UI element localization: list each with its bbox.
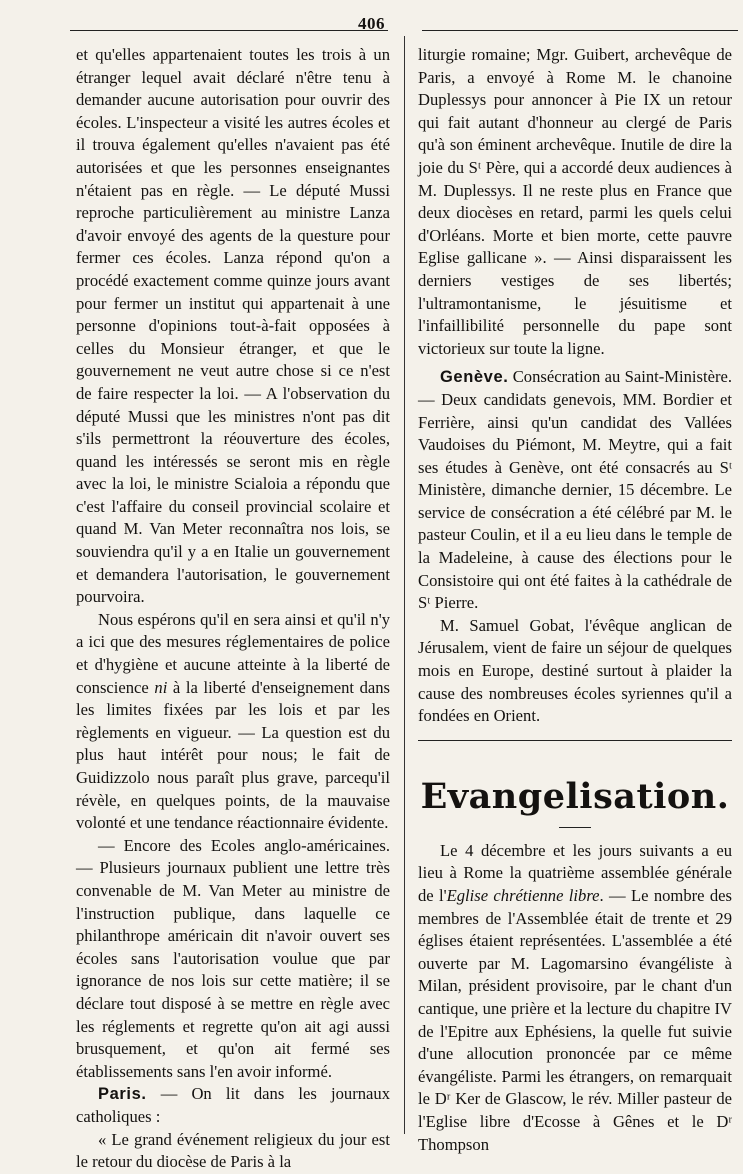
text-run: — On lit dans les journaux catholiques : bbox=[76, 1084, 390, 1126]
paragraph-schools-inspection: et qu'elles appartenaient toutes les trois à un étranger lequel avait déclaré n'être tenu à demander aucune autorisation pour ouvrir des écoles. L'inspecteur a visité les autres écoles et il trouva également qu'elles n'avaient pas été autorisées et que les personnes enseignantes n'étaient pas en règle. — Le député Mussi reproche particulièrement au ministre Lanza d'avoir envoyé des agents de la questure pour fermer ces écoles. Lanza répond qu'on a procédé exactement comme quinze jours avant pour fermer un institut qui appartenait à une personne d'opinions tout-à-fait opposées à celles du Monsieur étranger, et que le gouvernement ne veut autre chose si ce n'est de faire respecter la loi. — A l'observation du député Mussi que les ministres n'ont pas dit s'ils permettront la réouverture des écoles, quand les intéressés se seront mis en règle avec la loi, le ministre Scialoia a répondu que c'est l'affaire du conseil provincial scolaire et quand M. Van Meter reconnaîtra nos lois, se souviendra qu'il y a en Italie un gouvernement et demandera l'autorisation, le gouvernement pourvoira. bbox=[76, 45, 390, 607]
page-number: 406 bbox=[358, 14, 385, 33]
paragraph-liturgy: liturgie romaine; Mgr. Guibert, archevêque de Paris, a envoyé à Rome M. le chanoine Duplessys pour annoncer à Pie IX un retour qui fait autant d'honneur au clergé de Paris qu'à son éminent archevêque. Inutile de dire la joie du Sᵗ Père, qui a accordé deux audiences à M. Duplessys. Il ne reste plus en France que deux diocèses en retard, parmi les quels celui d'Orléans. Morte et bien morte, cette pauvre Eglise gallicane ». — Ainsi disparaissent les derniers vestiges de ses libertés; l'ultramontanisme, le jésuitisme et l'infaillibilité personnelle du pape sont victorieux sur toute la ligne. bbox=[418, 45, 732, 358]
left-column bbox=[76, 44, 390, 1174]
paragraph-geneve bbox=[418, 366, 732, 615]
text-run: Consécration au Saint-Ministère. — Deux candidats genevois, MM. Bordier et Ferrière, ainsi qu'un candidat des Vallées Vaudoises du Piémont, M. Meytre, qui a fait ses études à Genève, ont été consacrés au Sᵗ Ministère, dimanche dernier, 15 décembre. Le service de consécration a été célébré par M. le pasteur Coulin, et il a eu lieu dans le temple de la Madeleine, à cause des élections pour le Consistoire qui ont été faites à la cathédrale de Sᵗ Pierre. bbox=[418, 367, 732, 613]
section-divider bbox=[418, 740, 732, 741]
header-rule-left bbox=[70, 30, 388, 31]
text-run: . — Le nombre des membres de l'Assemblée était de trente et 29 églises étaient représentées. L'assemblée a été ouverte par M. Lagomarsino évangéliste à Milan, président provisoire, par le chant d'un cantique, une prière et la lecture du chapitre IV de l'Epitre aux Ephésiens, la quelle fut suivie d'une allocution prononcée par ce même évangéliste. Parmi les étrangers, on remarquait le Dʳ Ker de Glascow, le rév. Miller pasteur de l'Eglise libre d'Ecosse à Gênes et le Dʳ Thompson bbox=[418, 886, 732, 1154]
paragraph-anglo-american-schools: — Encore des Ecoles anglo-américaines. — Plusieurs journaux publient une lettre très convenable de M. Van Meter au ministre de l'instruction publique, dans laquelle ce philanthrope américain dit n'avoir ouvert ses écoles sans l'autorisation voulue que par ignorance de nos lois sur cette matière; il se déclare tout disposé à se mettre en règle avec les réglements et regrette qu'on ait agi aussi brusquement, et qu'on ait fermé ses établissements sans l'en avoir informé. bbox=[76, 835, 390, 1081]
place-heading-geneve: Genève. bbox=[440, 368, 509, 387]
italic-text: ni bbox=[154, 677, 168, 697]
italic-text: Eglise chrétienne libre bbox=[446, 886, 600, 905]
place-heading-paris: Paris. bbox=[98, 1085, 147, 1104]
right-column bbox=[418, 44, 732, 1156]
short-divider bbox=[559, 827, 591, 828]
section-title-evangelisation: Evangelisation. bbox=[420, 775, 730, 817]
text-run: Nous espérons qu'il en sera ainsi et qu'il n'y a ici que des mesures réglementaires de police et d'hygiène et aucune atteinte à la liberté de conscience bbox=[76, 609, 390, 697]
paragraph-quote-start: « Le grand événement religieux du jour est le retour du diocèse de Paris à la bbox=[76, 1129, 390, 1172]
paragraph-gobat: M. Samuel Gobat, l'évêque anglican de Jérusalem, vient de faire un séjour de quelques mois en Europe, destiné surtout à plaider la cause des nombreuses écoles syriennes qu'il a fondées en Orient. bbox=[418, 615, 732, 726]
text-run: à la liberté d'enseignement dans les limites fixées par les lois et par les règlements en vigueur. — La question est du plus haut intérêt pour nous; le fait de Guidizzolo nous paraît plus grave, parcequ'il révèle, en quelques points, de la mauvaise volonté et une tendance réactionnaire évidente. bbox=[76, 677, 390, 833]
header-rule-right bbox=[422, 30, 738, 31]
paragraph-assembly bbox=[418, 840, 732, 1156]
paragraph-hope bbox=[76, 609, 390, 835]
text-run: Le 4 décembre et les jours suivants a eu lieu à Rome la quatrième assemblée générale de l' bbox=[418, 840, 732, 905]
paragraph-paris bbox=[76, 1083, 390, 1128]
column-divider bbox=[404, 36, 405, 1134]
